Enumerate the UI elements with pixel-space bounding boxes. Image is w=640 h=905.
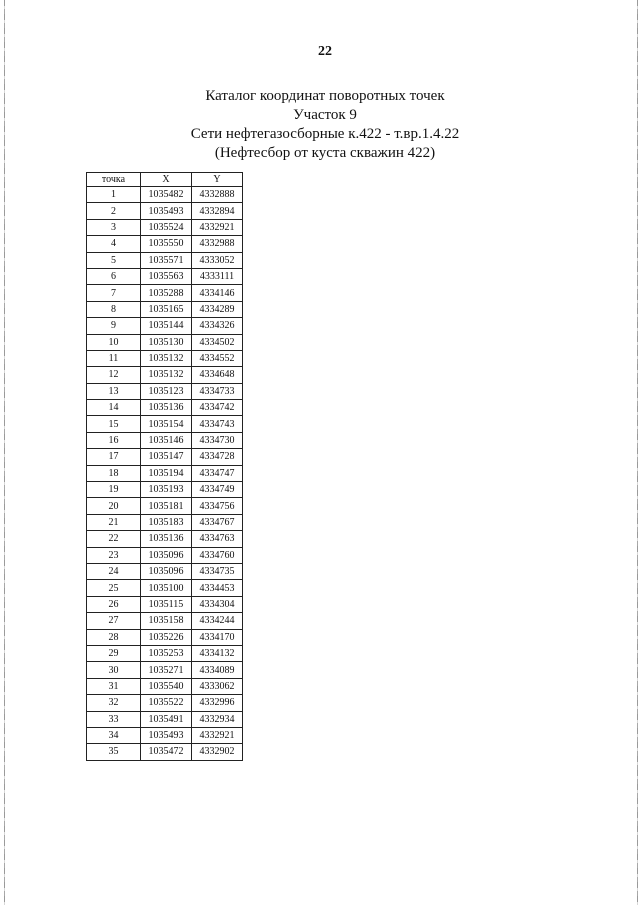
x-coordinate-cell: 1035130	[141, 334, 192, 350]
heading-title: Каталог координат поворотных точек	[205, 88, 445, 104]
y-coordinate-cell: 4334733	[192, 383, 243, 399]
x-coordinate-cell: 1035493	[141, 203, 192, 219]
x-coordinate-cell: 1035540	[141, 678, 192, 694]
table-row	[87, 268, 243, 284]
table-row	[87, 613, 243, 629]
table-row	[87, 629, 243, 645]
y-coordinate-cell: 4334304	[192, 596, 243, 612]
y-coordinate-cell: 4334763	[192, 531, 243, 547]
point-number-cell: 20	[87, 498, 141, 514]
y-coordinate-cell: 4334453	[192, 580, 243, 596]
x-coordinate-cell: 1035563	[141, 268, 192, 284]
point-number-cell: 14	[87, 400, 141, 416]
point-number-cell: 15	[87, 416, 141, 432]
table-row	[87, 482, 243, 498]
y-coordinate-cell: 4334742	[192, 400, 243, 416]
point-number-cell: 22	[87, 531, 141, 547]
y-coordinate-cell: 4334756	[192, 498, 243, 514]
table-row	[87, 645, 243, 661]
y-coordinate-cell: 4334747	[192, 465, 243, 481]
y-coordinate-cell: 4333052	[192, 252, 243, 268]
x-coordinate-cell: 1035136	[141, 531, 192, 547]
point-number-cell: 19	[87, 482, 141, 498]
y-coordinate-cell: 4333062	[192, 678, 243, 694]
x-coordinate-cell: 1035115	[141, 596, 192, 612]
y-coordinate-cell: 4334735	[192, 563, 243, 579]
y-coordinate-cell: 4334767	[192, 514, 243, 530]
point-number-cell: 26	[87, 596, 141, 612]
y-coordinate-cell: 4334132	[192, 645, 243, 661]
table-row	[87, 596, 243, 612]
point-number-cell: 4	[87, 236, 141, 252]
point-number-cell: 29	[87, 645, 141, 661]
table-row	[87, 367, 243, 383]
table-row	[87, 285, 243, 301]
x-coordinate-cell: 1035193	[141, 482, 192, 498]
table-row	[87, 695, 243, 711]
table-row	[87, 744, 243, 760]
point-number-cell: 16	[87, 432, 141, 448]
x-coordinate-cell: 1035144	[141, 318, 192, 334]
y-coordinate-cell: 4332894	[192, 203, 243, 219]
heading-network: Сети нефтегазосборные к.422 - т.вр.1.4.22	[190, 126, 460, 142]
table-row	[87, 449, 243, 465]
table-row	[87, 580, 243, 596]
x-coordinate-cell: 1035522	[141, 695, 192, 711]
point-number-cell: 24	[87, 563, 141, 579]
y-coordinate-cell: 4334170	[192, 629, 243, 645]
point-number-cell: 2	[87, 203, 141, 219]
y-coordinate-cell: 4334760	[192, 547, 243, 563]
table-row	[87, 547, 243, 563]
x-coordinate-cell: 1035491	[141, 711, 192, 727]
y-coordinate-cell: 4334648	[192, 367, 243, 383]
x-coordinate-cell: 1035524	[141, 219, 192, 235]
x-coordinate-cell: 1035123	[141, 383, 192, 399]
point-number-cell: 21	[87, 514, 141, 530]
table-row	[87, 416, 243, 432]
point-number-cell: 3	[87, 219, 141, 235]
point-number-cell: 30	[87, 662, 141, 678]
x-coordinate-cell: 1035165	[141, 301, 192, 317]
y-coordinate-cell: 4334146	[192, 285, 243, 301]
table-row	[87, 563, 243, 579]
point-number-cell: 18	[87, 465, 141, 481]
table-row	[87, 465, 243, 481]
y-coordinate-cell: 4334743	[192, 416, 243, 432]
table-row	[87, 334, 243, 350]
point-number-cell: 13	[87, 383, 141, 399]
x-coordinate-cell: 1035472	[141, 744, 192, 760]
y-coordinate-cell: 4332988	[192, 236, 243, 252]
column-header-point: точка	[87, 173, 141, 187]
x-coordinate-cell: 1035550	[141, 236, 192, 252]
point-number-cell: 11	[87, 350, 141, 366]
x-coordinate-cell: 1035132	[141, 350, 192, 366]
column-header-x: X	[141, 173, 192, 187]
table-body	[87, 187, 243, 761]
point-number-cell: 35	[87, 744, 141, 760]
y-coordinate-cell: 4332888	[192, 187, 243, 203]
y-coordinate-cell: 4332934	[192, 711, 243, 727]
point-number-cell: 10	[87, 334, 141, 350]
point-number-cell: 8	[87, 301, 141, 317]
table-row	[87, 514, 243, 530]
y-coordinate-cell: 4333111	[192, 268, 243, 284]
x-coordinate-cell: 1035271	[141, 662, 192, 678]
x-coordinate-cell: 1035154	[141, 416, 192, 432]
x-coordinate-cell: 1035096	[141, 563, 192, 579]
table-row	[87, 318, 243, 334]
point-number-cell: 1	[87, 187, 141, 203]
table-row	[87, 203, 243, 219]
point-number-cell: 9	[87, 318, 141, 334]
y-coordinate-cell: 4334326	[192, 318, 243, 334]
point-number-cell: 28	[87, 629, 141, 645]
x-coordinate-cell: 1035226	[141, 629, 192, 645]
table-header-row	[87, 173, 243, 187]
table-row	[87, 432, 243, 448]
x-coordinate-cell: 1035146	[141, 432, 192, 448]
point-number-cell: 27	[87, 613, 141, 629]
table-row	[87, 498, 243, 514]
table-row	[87, 350, 243, 366]
x-coordinate-cell: 1035288	[141, 285, 192, 301]
x-coordinate-cell: 1035147	[141, 449, 192, 465]
point-number-cell: 6	[87, 268, 141, 284]
heading-subtitle: (Нефтесбор от куста скважин 422)	[214, 145, 436, 161]
point-number-cell: 33	[87, 711, 141, 727]
table-row	[87, 252, 243, 268]
point-number-cell: 12	[87, 367, 141, 383]
table-row	[87, 219, 243, 235]
y-coordinate-cell: 4332996	[192, 695, 243, 711]
x-coordinate-cell: 1035253	[141, 645, 192, 661]
table-row	[87, 531, 243, 547]
point-number-cell: 32	[87, 695, 141, 711]
x-coordinate-cell: 1035482	[141, 187, 192, 203]
heading-section: Участок 9	[293, 107, 357, 123]
point-number-cell: 31	[87, 678, 141, 694]
y-coordinate-cell: 4334552	[192, 350, 243, 366]
table-row	[87, 711, 243, 727]
x-coordinate-cell: 1035096	[141, 547, 192, 563]
point-number-cell: 7	[87, 285, 141, 301]
table-row	[87, 727, 243, 743]
table-row	[87, 301, 243, 317]
point-number-cell: 25	[87, 580, 141, 596]
coordinates-table	[86, 172, 243, 761]
x-coordinate-cell: 1035158	[141, 613, 192, 629]
x-coordinate-cell: 1035100	[141, 580, 192, 596]
y-coordinate-cell: 4334244	[192, 613, 243, 629]
point-number-cell: 17	[87, 449, 141, 465]
x-coordinate-cell: 1035181	[141, 498, 192, 514]
x-coordinate-cell: 1035136	[141, 400, 192, 416]
y-coordinate-cell: 4334502	[192, 334, 243, 350]
y-coordinate-cell: 4334089	[192, 662, 243, 678]
x-coordinate-cell: 1035132	[141, 367, 192, 383]
table-row	[87, 383, 243, 399]
x-coordinate-cell: 1035571	[141, 252, 192, 268]
y-coordinate-cell: 4332902	[192, 744, 243, 760]
y-coordinate-cell: 4334289	[192, 301, 243, 317]
y-coordinate-cell: 4334730	[192, 432, 243, 448]
table-row	[87, 187, 243, 203]
point-number-cell: 34	[87, 727, 141, 743]
catalog-heading	[0, 87, 640, 163]
x-coordinate-cell: 1035194	[141, 465, 192, 481]
y-coordinate-cell: 4332921	[192, 727, 243, 743]
table-row	[87, 236, 243, 252]
y-coordinate-cell: 4334728	[192, 449, 243, 465]
point-number-cell: 23	[87, 547, 141, 563]
y-coordinate-cell: 4332921	[192, 219, 243, 235]
column-header-y: Y	[192, 173, 243, 187]
x-coordinate-cell: 1035493	[141, 727, 192, 743]
table-row	[87, 662, 243, 678]
y-coordinate-cell: 4334749	[192, 482, 243, 498]
point-number-cell: 5	[87, 252, 141, 268]
table-row	[87, 678, 243, 694]
table-row	[87, 400, 243, 416]
page-number: 22	[318, 44, 332, 59]
x-coordinate-cell: 1035183	[141, 514, 192, 530]
